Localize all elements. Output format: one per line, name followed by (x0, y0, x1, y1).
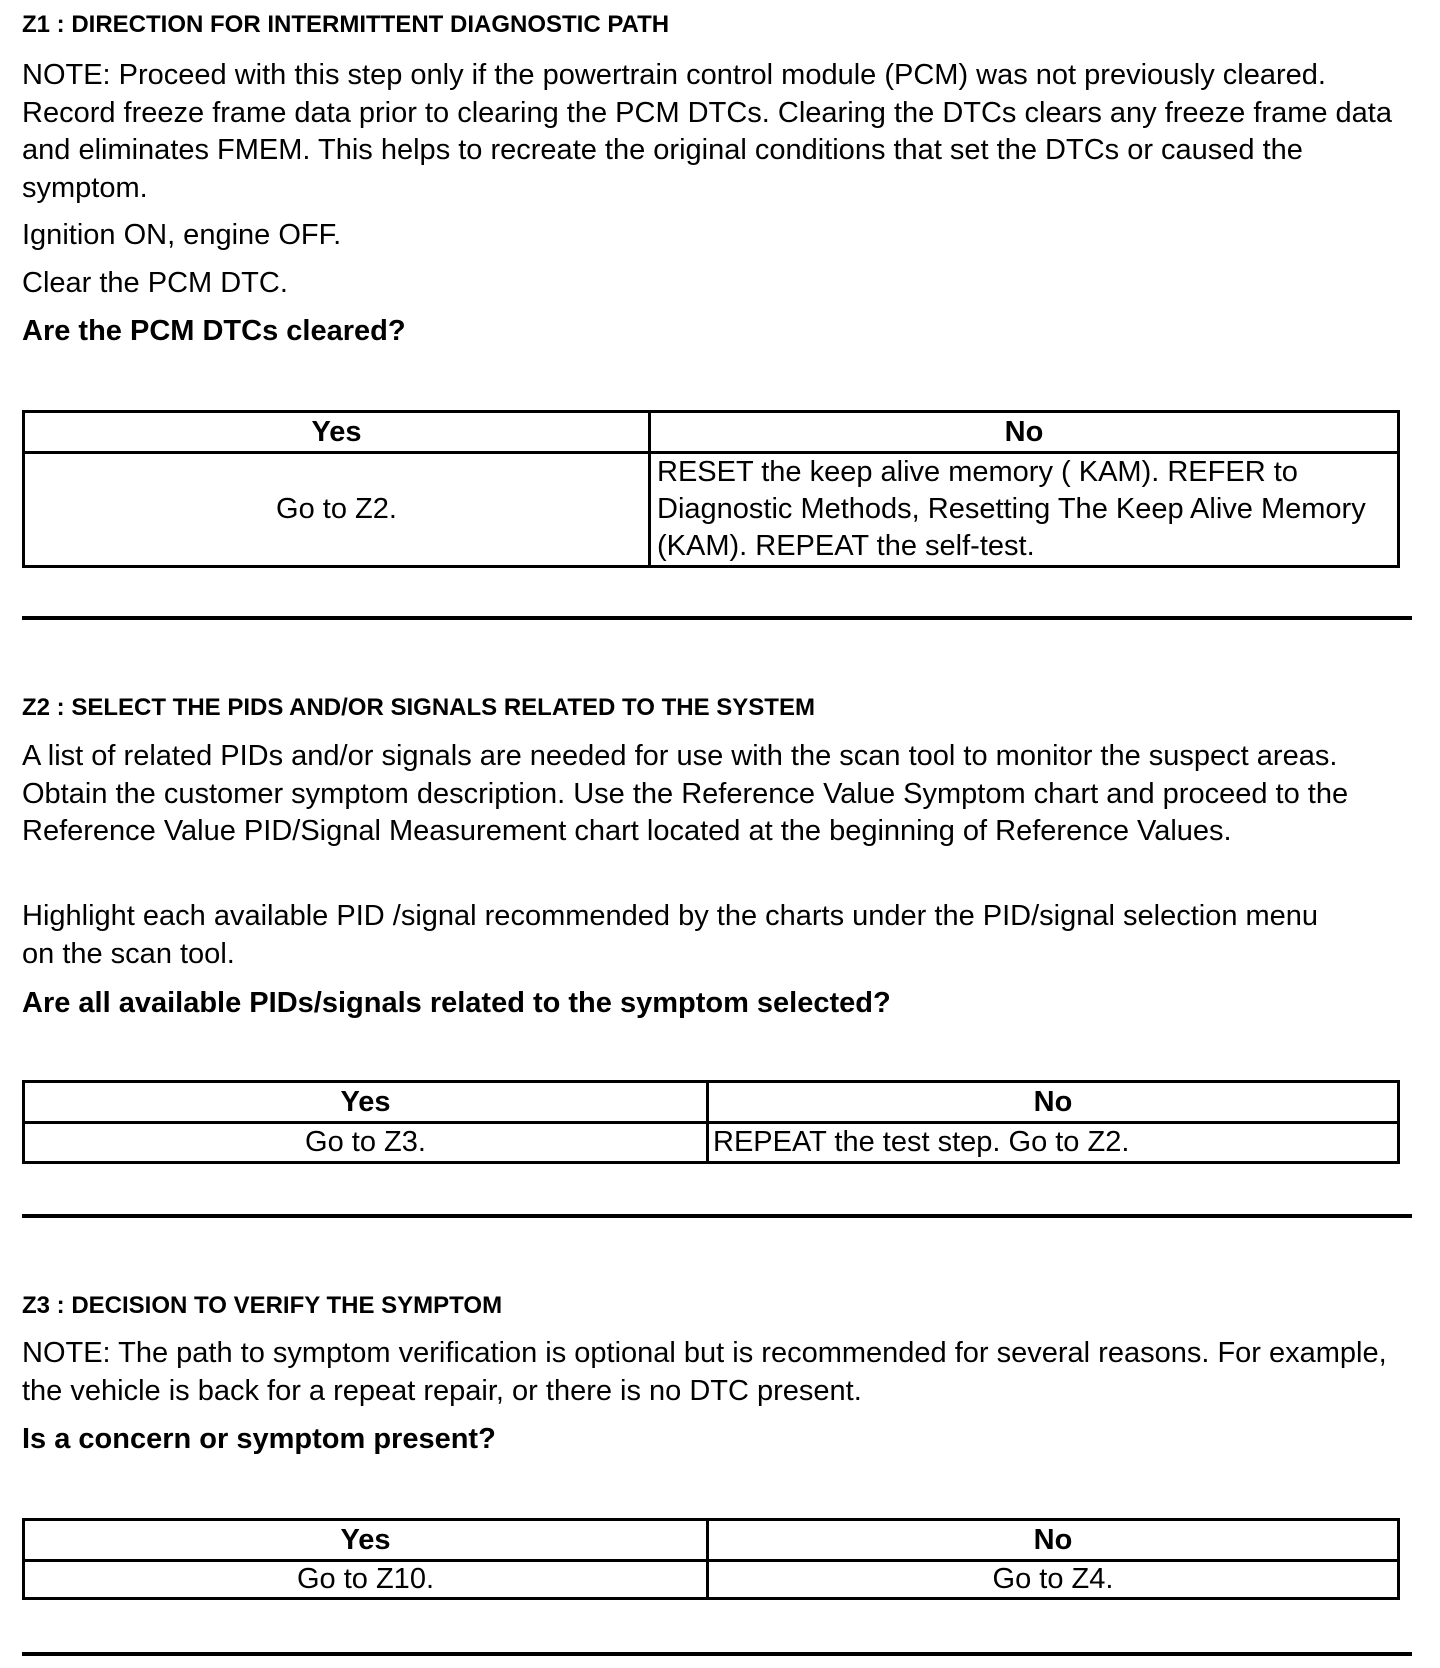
step-z3-question: Is a concern or symptom present? (22, 1423, 496, 1455)
table-row (24, 1123, 1399, 1163)
yes-header: Yes (24, 412, 650, 453)
yes-cell: Go to Z2. (24, 453, 650, 567)
no-header: No (708, 1082, 1399, 1123)
step-z2-instruction: Highlight each available PID /signal recommended by the charts under the PID/signal selection menu on the scan tool. (22, 900, 1319, 970)
step-z3-answer-table (22, 1518, 1400, 1600)
step-z1-note: NOTE: Proceed with this step only if the powertrain control module (PCM) was not previously cleared. Record freeze frame data prior to clearing the PCM DTCs. Clearing the DTCs clears any freeze frame data and eliminates FMEM. This helps to recreate the original conditions that set the DTCs or caused the symptom. (22, 59, 1392, 204)
yes-cell: Go to Z3. (24, 1123, 708, 1163)
step-z1-answer-table (22, 410, 1400, 568)
no-cell: Go to Z4. (708, 1561, 1399, 1599)
no-cell: RESET the keep alive memory ( KAM). REFER to Diagnostic Methods, Resetting The Keep Alive Memory (KAM). REPEAT the self-test. (650, 453, 1399, 567)
yes-cell: Go to Z10. (24, 1561, 708, 1599)
step-z1-instruction-ignition: Ignition ON, engine OFF. (22, 219, 342, 251)
no-header: No (708, 1520, 1399, 1561)
no-header: No (650, 412, 1399, 453)
step-z2-question: Are all available PIDs/signals related to the symptom selected? (22, 987, 891, 1019)
table-header-row (24, 1082, 1399, 1123)
step-z1-title: Z1 : DIRECTION FOR INTERMITTENT DIAGNOSTIC PATH (22, 11, 670, 38)
section-divider (22, 1214, 1412, 1218)
step-z3-note: NOTE: The path to symptom verification is optional but is recommended for several reasons. For example, the vehicle is back for a repeat repair, or there is no DTC present. (22, 1337, 1387, 1407)
yes-header: Yes (24, 1082, 708, 1123)
table-header-row (24, 412, 1399, 453)
step-z2-answer-table (22, 1080, 1400, 1164)
table-row (24, 453, 1399, 567)
yes-header: Yes (24, 1520, 708, 1561)
table-header-row (24, 1520, 1399, 1561)
step-z1-question: Are the PCM DTCs cleared? (22, 315, 406, 347)
step-z1-instruction-clear: Clear the PCM DTC. (22, 267, 288, 299)
no-cell: REPEAT the test step. Go to Z2. (708, 1123, 1399, 1163)
section-divider (22, 616, 1412, 620)
table-row (24, 1561, 1399, 1599)
step-z2-description: A list of related PIDs and/or signals are needed for use with the scan tool to monitor the suspect areas. Obtain the customer symptom description. Use the Reference Value Symptom chart and proceed to the Reference Value PID/Signal Measurement chart located at the beginning of Reference Values. (22, 740, 1349, 847)
section-divider (22, 1652, 1412, 1656)
step-z3-title: Z3 : DECISION TO VERIFY THE SYMPTOM (22, 1292, 503, 1319)
step-z2-title: Z2 : SELECT THE PIDS AND/OR SIGNALS RELATED TO THE SYSTEM (22, 694, 815, 721)
